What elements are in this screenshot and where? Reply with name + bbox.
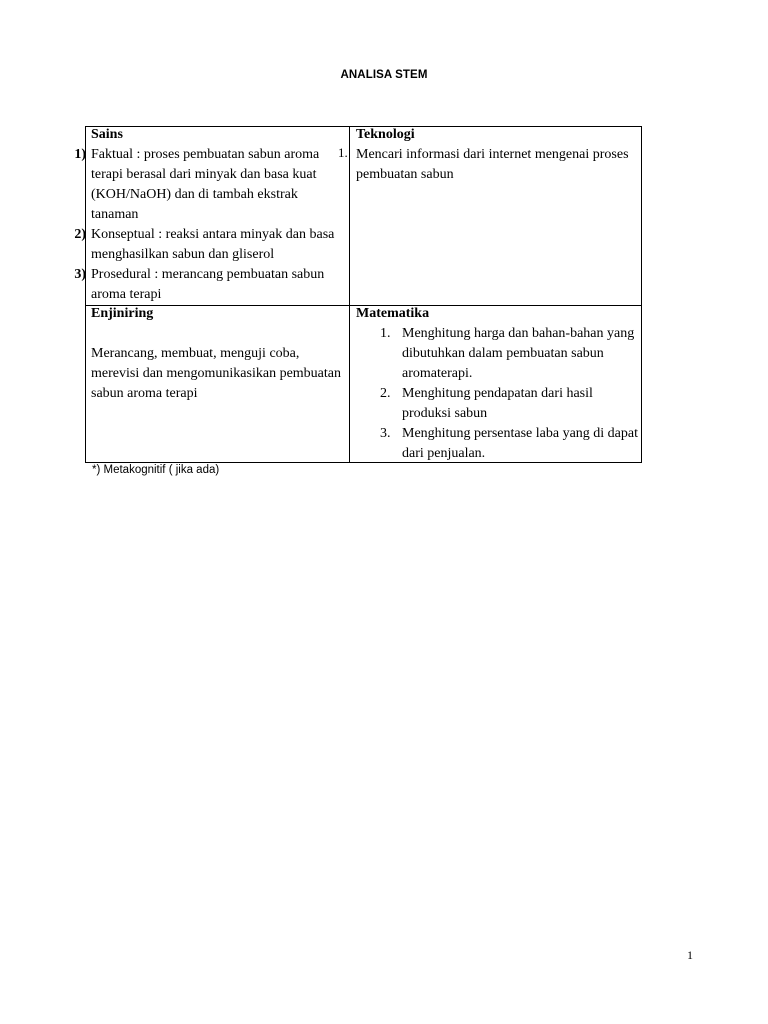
sains-item-konseptual — [74, 225, 343, 265]
enjiniring-cell — [91, 304, 343, 404]
page-number: 1 — [687, 948, 693, 962]
sains-item-text: Konseptual : reaksi antara minyak dan basa menghasilkan sabun dan gliserol — [91, 227, 335, 262]
sains-heading: Sains — [91, 127, 123, 142]
matematika-heading: Matematika — [356, 306, 430, 321]
matematika-list — [356, 324, 638, 464]
sains-item-faktual — [74, 145, 343, 225]
list-item — [356, 324, 638, 384]
matematika-cell — [356, 304, 638, 464]
sains-item-marker: 3) — [74, 267, 86, 282]
list-item-text: Menghitung harga dan bahan-bahan yang dibutuhkan dalam pembuatan sabun aromaterapi. — [402, 326, 635, 381]
list-item-text: Menghitung persentase laba yang di dapat dari penjualan. — [402, 426, 638, 461]
list-item-number: 2. — [380, 386, 391, 401]
enjiniring-heading: Enjiniring — [91, 306, 154, 321]
sains-cell — [74, 125, 348, 305]
teknologi-cell — [356, 125, 638, 185]
footnote: *) Metakognitif ( jika ada) — [92, 464, 220, 476]
stem-analysis-table — [74, 126, 642, 463]
sains-item-marker: 1) — [74, 147, 86, 162]
list-item-text: Menghitung pendapatan dari hasil produksi sabun — [402, 386, 593, 421]
enjiniring-text: Merancang, membuat, menguji coba, merevisi dan mengomunikasikan pembuatan sabun aroma terapi — [91, 346, 341, 401]
blank-line — [91, 324, 343, 344]
sains-stray-list-marker: 1. — [338, 145, 348, 160]
sains-item-prosedural — [74, 265, 343, 305]
column-divider — [349, 127, 350, 462]
teknologi-heading: Teknologi — [356, 127, 415, 142]
list-item-number: 1. — [380, 326, 391, 341]
sains-item-text: Faktual : proses pembuatan sabun aroma terapi berasal dari minyak dan basa kuat (KOH/NaOH) dan di tambah ekstrak tanaman — [91, 147, 320, 222]
document-title: ANALISA STEM — [340, 69, 428, 81]
list-item — [356, 424, 638, 464]
sains-item-marker: 2) — [74, 227, 86, 242]
list-item — [356, 384, 638, 424]
list-item-number: 3. — [380, 426, 391, 441]
teknologi-text: Mencari informasi dari internet mengenai proses pembuatan sabun — [356, 147, 629, 182]
sains-item-text: Prosedural : merancang pembuatan sabun aroma terapi — [91, 267, 325, 302]
